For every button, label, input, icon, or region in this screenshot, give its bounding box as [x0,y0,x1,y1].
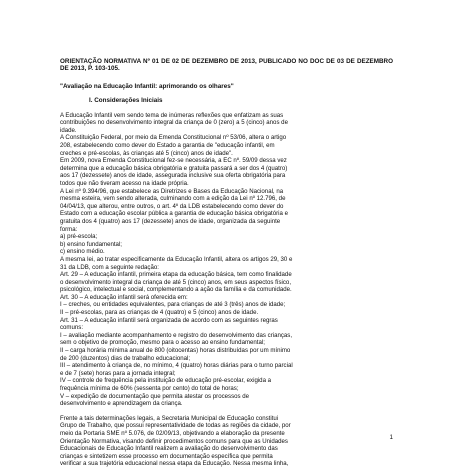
text-line: forma: [60,225,78,233]
text-line: mesma esteira, vem sendo alterada, culminando com a edição da Lei nº 12.796, de [60,195,286,203]
text-line: o desenvolvimento integral da criança de até 5 (cinco) anos, em seus aspectos físico, [60,278,292,286]
text-line: determina que a educação básica obrigatória e gratuita passará a ser dos 4 (quatro) [60,164,288,172]
text-line: III – atendimento à criança de, no mínimo, 4 (quatro) horas diárias para o turno parcial [60,362,293,370]
text-line: de 200 (duzentos) dias de trabalho educacional; [60,354,191,362]
text-line: Grupo de Trabalho, que possui representatividade de todas as regiões da cidade, por [60,422,291,430]
page-number: 1 [389,434,393,441]
text-line: Em 2009, nova Emenda Constitucional fez-se necessária, a EC nº. 59/09 dessa vez [60,157,287,165]
paragraph-gap [60,408,393,415]
text-line: V – expedição de documentação que permita atestar os processos de [60,392,250,400]
text-line: Educacionais de Educação Infantil realizem a avaliação do desenvolvimento das [60,445,278,453]
text-line: e de 7 (sete) horas para a jornada integral; [60,369,176,377]
text-line: A Lei nº 9.394/96, que estabelece as Diretrizes e Bases da Educação Nacional, na [60,187,284,195]
text-line: II – pré-escolas, para as crianças de 4 (quatro) e 5 (cinco) anos de idade. [60,309,259,317]
text-line: crianças e sintetizem esse processo em documentação específica que permita [60,452,273,460]
text-line: 31 da LDB, com a seguinte redação: [60,263,159,271]
text-line: 208, estabelecendo como dever do Estado a garantia de "educação infantil, em [60,142,275,149]
text-line: Art. 30 – A educação infantil será oferecida em: [60,293,188,301]
text-line: Art. 31 – A educação infantil será organizada de acordo com as seguintes regras [60,316,278,324]
text-line: I – avaliação mediante acompanhamento e registro do desenvolvimento das crianças, [60,331,293,339]
text-line: IV – controle de frequência pela instituição de educação pré-escolar, exigida a [60,377,272,385]
text-line: c) ensino médio. [60,248,105,256]
text-line: idade. [60,126,77,134]
text-line: a) pré-escola; [60,233,98,241]
text-line: Estado com a educação escolar pública a garantia de educação básica obrigatória e [60,210,288,218]
text-line: desenvolvimento e aprendizagem da criança. [60,400,183,408]
text-line: psicológico, intelectual e social, complementando a ação da família e da comunidade. [60,286,292,294]
text-line: 04/04/13, que alterou, entre outros, o art. 4º da LDB estabelecendo como dever do [60,202,284,210]
text-line: A Educação Infantil vem sendo tema de inúmeras reflexões que enfatizam as suas [60,111,284,119]
text-line: meio da Portaria SME nº 5.076, de 02/09/13, objetivando a elaboração da presente [60,429,285,437]
document-title: ORIENTAÇÃO NORMATIVA Nº 01 DE 02 DE DEZEMBRO DE 2013, PUBLICADO NO DOC DE 03 DE DEZEMBRO DE 2013, P. 103-105. [60,58,393,73]
body-text [60,112,393,408]
text-line: frequência mínima de 60% (sessenta por cento) do total de horas; [60,385,239,392]
text-line: creches e pré-escolas, às crianças até 5 (cinco) anos de idade". [60,149,233,157]
text-line: I – creches, ou entidades equivalentes, para crianças de até 3 (três) anos de idade; [60,301,286,309]
text-line: comuns: [60,324,84,332]
text-line: todos que não tiveram acesso na idade própria. [60,179,189,187]
section-heading: I. Considerações Iniciais [89,97,163,105]
text-line: b) ensino fundamental; [60,240,122,248]
document-subtitle: "Avaliação na Educação Infantil: aprimorando os olhares" [60,82,234,90]
body-text-continued [60,415,393,468]
text-line: gratuita dos 4 (quatro) aos 17 (dezessete) anos de idade, organizada da seguinte [60,217,281,225]
text-line: A mesma lei, ao tratar especificamente da Educação Infantil, altera os artigos 29, 30 e [60,255,293,263]
text-line: Frente a tais determinações legais, a Secretaria Municipal de Educação constitui [60,414,279,422]
text-line: Orientação Normativa, visando definir procedimentos comuns para que as Unidades [60,437,288,445]
text-line: aos 17 (dezessete) anos de idade, assegurada inclusive sua oferta obrigatória para [60,172,286,180]
text-line: contribuições no desenvolvimento integral da criança de 0 (zero) a 5 (cinco) anos de [60,119,288,127]
text-line: sem o objetivo de promoção, mesmo para o acesso ao ensino fundamental; [60,339,265,347]
text-line: A Constituição Federal, por meio da Emenda Constitucional nº 53/06, altera o artigo [60,134,287,142]
text-line: Art. 29 – A educação infantil, primeira etapa da educação básica, tem como finalidade [60,271,292,279]
text-line: verificar a sua trajetória educacional nessa etapa da Educação. Nessa mesma linha, [60,460,289,468]
text-line: II – carga horária mínima anual de 800 (oitocentas) horas distribuídas por um mínimo [60,347,291,355]
